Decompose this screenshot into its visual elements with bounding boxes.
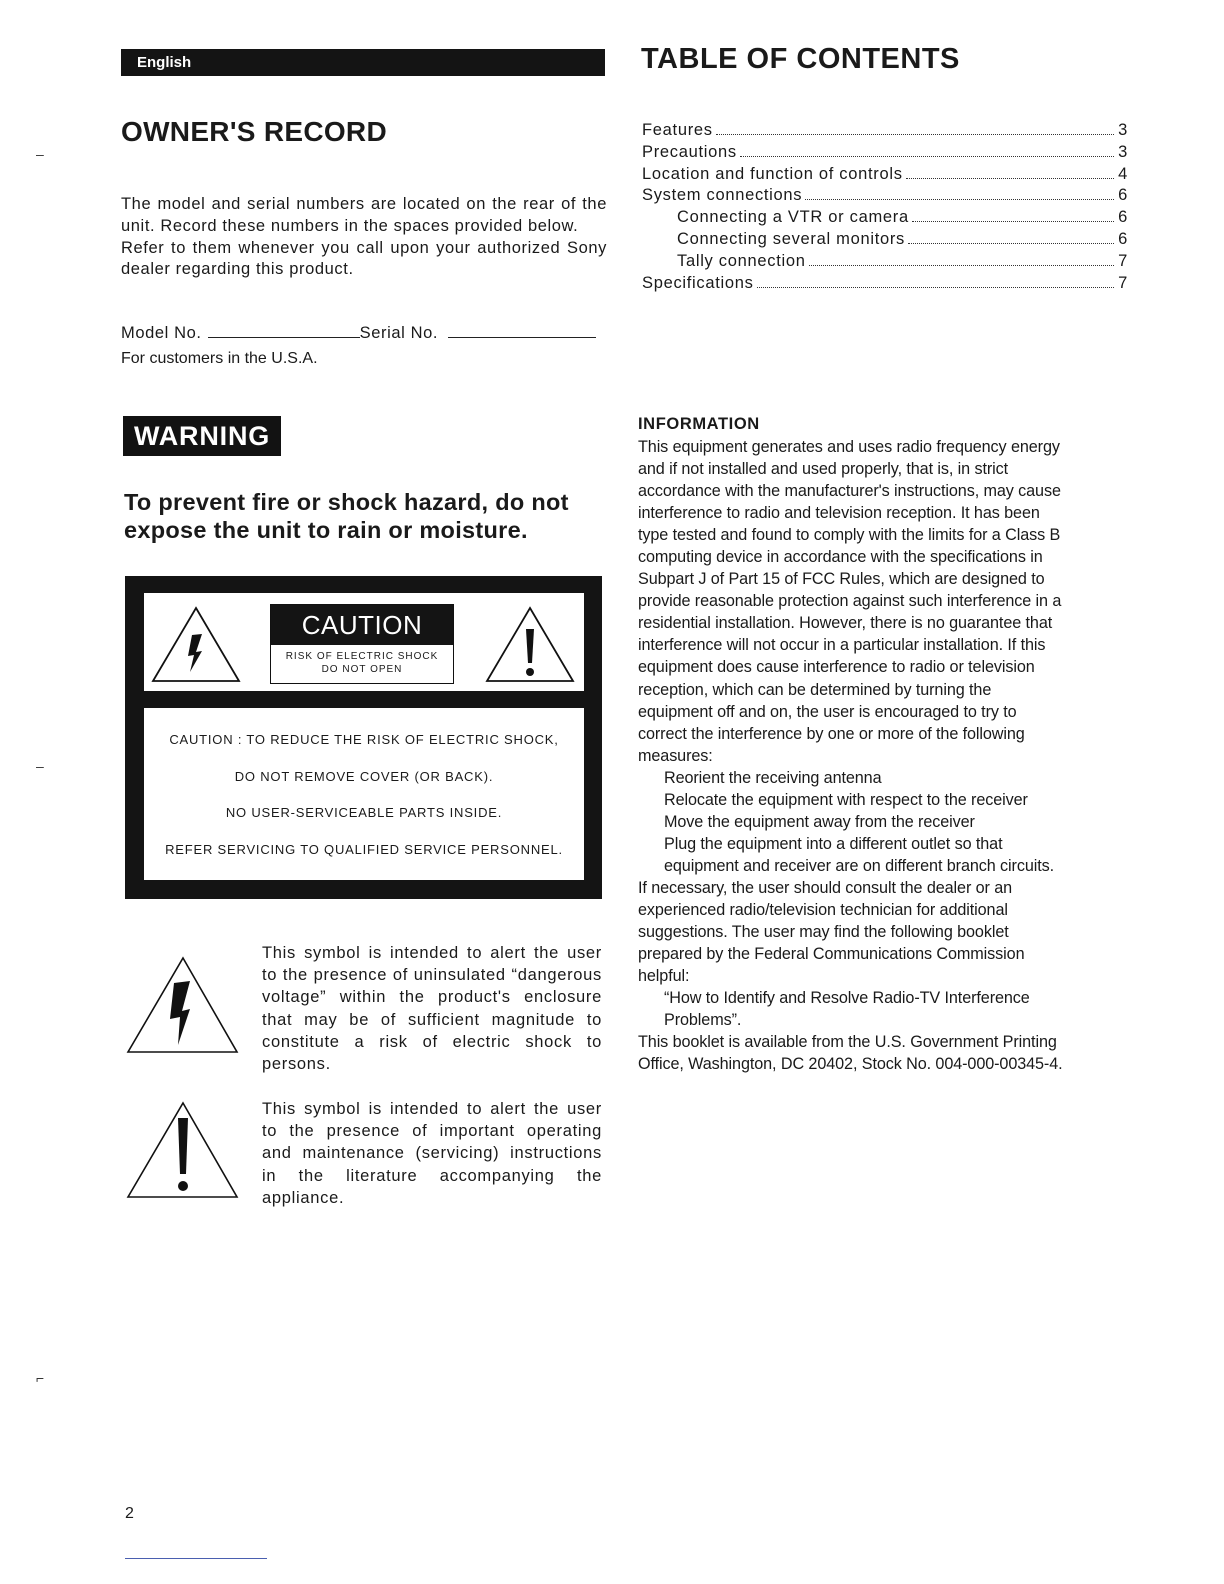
- caution-line: DO NOT REMOVE COVER (OR BACK).: [234, 768, 494, 784]
- toc-entry-page: 6: [1118, 229, 1128, 248]
- model-label: Model No.: [121, 324, 202, 342]
- exclamation-warning-icon: [484, 605, 576, 685]
- footer-rule: [125, 1558, 267, 1559]
- toc-entry-page: 6: [1118, 208, 1128, 227]
- information-line: measures:: [638, 746, 713, 765]
- toc-entry: [642, 165, 1128, 187]
- exclamation-symbol-icon: [126, 1100, 240, 1200]
- usa-note: For customers in the U.S.A.: [121, 350, 318, 367]
- information-line: Reorient the receiving antenna: [664, 768, 882, 787]
- information-line: residential installation. However, there is no guarantee that: [638, 614, 1053, 633]
- page-number: 2: [125, 1505, 134, 1522]
- toc-entry-label: Specifications: [642, 273, 754, 292]
- caution-sub-2: DO NOT OPEN: [321, 664, 403, 675]
- toc-leader-dots: [757, 287, 1114, 288]
- information-line: prepared by the Federal Communications Commission: [638, 945, 1025, 964]
- language-tab: [121, 49, 605, 76]
- information-line: type tested and found to comply with the limits for a Class B: [638, 526, 1061, 545]
- owners-record-paragraph-2: Refer to them whenever you call upon your authorized Sony dealer regarding this product.: [121, 238, 607, 279]
- owners-record-title: OWNER'S RECORD: [121, 116, 387, 147]
- toc-entry-page: 4: [1118, 164, 1128, 183]
- toc-entry-page: 6: [1118, 186, 1128, 205]
- warning-badge: WARNING: [123, 416, 281, 456]
- toc-leader-dots: [805, 199, 1114, 200]
- information-line: helpful:: [638, 967, 690, 986]
- information-line: equipment and receiver are on different branch circuits.: [664, 856, 1055, 875]
- model-serial-line: [121, 324, 596, 343]
- information-line: Relocate the equipment with respect to the receiver: [664, 790, 1028, 809]
- warning-text: To prevent fire or shock hazard, do not expose the unit to rain or moisture.: [124, 489, 569, 543]
- toc-entry-page: 3: [1118, 142, 1128, 161]
- information-line: experienced radio/television technician for additional: [638, 900, 1008, 919]
- lightning-symbol-text: This symbol is intended to alert the user to the presence of uninsulated “dangerous voltage” within the product's enclosure that may be of sufficient magnitude to constitute a risk of electric shock to persons.: [262, 944, 602, 1074]
- information-line: Move the equipment away from the receiver: [664, 812, 975, 831]
- caution-label-bottom-panel: [144, 708, 584, 880]
- toc-entry-label: Location and function of controls: [642, 164, 903, 183]
- toc-leader-dots: [809, 265, 1114, 266]
- information-line: interference to radio and television reception. It has been: [638, 504, 1040, 523]
- caution-heading: CAUTION: [271, 605, 453, 645]
- toc-entry: [642, 252, 1128, 274]
- toc-entry-label: Connecting several monitors: [677, 229, 906, 248]
- caution-sub-1: RISK OF ELECTRIC SHOCK: [285, 651, 439, 662]
- information-line: Office, Washington, DC 20402, Stock No. 004-000-00345-4.: [638, 1055, 1063, 1074]
- information-line: interference will not occur in a particular installation. If this: [638, 636, 1046, 655]
- toc-leader-dots: [906, 178, 1114, 179]
- toc-leader-dots: [908, 243, 1114, 244]
- lightning-symbol-icon: [126, 955, 240, 1055]
- toc-entry: [642, 208, 1128, 230]
- exclamation-symbol-text: This symbol is intended to alert the user to the presence of important operating and maintenance (servicing) instructions in the literature accompanying the appliance.: [262, 1100, 602, 1207]
- lightning-warning-icon: [150, 605, 242, 685]
- toc-entry: [642, 230, 1128, 252]
- toc-entry-page: 3: [1118, 121, 1128, 139]
- toc-entry: [642, 274, 1128, 296]
- caution-label: [125, 576, 602, 899]
- toc-entry-label: Tally connection: [677, 251, 806, 270]
- toc-title: TABLE OF CONTENTS: [641, 43, 960, 75]
- caution-line: NO USER-SERVICEABLE PARTS INSIDE.: [225, 805, 503, 820]
- information-line: Problems”.: [664, 1011, 742, 1030]
- information-line: suggestions. The user may find the following booklet: [638, 923, 1009, 942]
- owners-record-paragraph-1: The model and serial numbers are located on the rear of the unit. Record these numbers in the spaces provided below.: [121, 195, 607, 235]
- edge-mark: ‒: [36, 758, 44, 774]
- caution-line: REFER SERVICING TO QUALIFIED SERVICE PERSONNEL.: [165, 841, 563, 857]
- edge-mark: ‒: [36, 146, 44, 162]
- serial-number-blank: [448, 336, 596, 338]
- caution-line: CAUTION : TO REDUCE THE RISK OF ELECTRIC SHOCK,: [169, 732, 559, 747]
- information-text: [638, 436, 1120, 1075]
- information-line: equipment off and on, the user is encouraged to try to: [638, 702, 1017, 721]
- toc-entry-page: 7: [1118, 251, 1128, 270]
- toc-leader-dots: [912, 221, 1114, 222]
- information-line: This booklet is available from the U.S. Government Printing: [638, 1033, 1057, 1052]
- information-title: INFORMATION: [638, 415, 760, 433]
- caution-lines: [144, 732, 584, 878]
- information-line: Plug the equipment into a different outlet so that: [664, 834, 1003, 853]
- toc-entry-page: 7: [1118, 273, 1128, 292]
- toc-list: [642, 121, 1128, 295]
- language-label: English: [137, 54, 192, 71]
- information-line: computing device in accordance with the specifications in: [638, 548, 1043, 567]
- toc-entry: [642, 121, 1128, 143]
- information-line: “How to Identify and Resolve Radio-TV Interference: [664, 989, 1030, 1008]
- information-line: and if not installed and used properly, that is, in strict: [638, 460, 1009, 479]
- owners-record-text: [121, 194, 607, 281]
- information-line: Subpart J of Part 15 of FCC Rules, which are designed to: [638, 570, 1045, 589]
- toc-leader-dots: [716, 134, 1114, 135]
- toc-entry-label: System connections: [642, 186, 803, 205]
- edge-mark: ⌐: [36, 1370, 45, 1386]
- caution-label-top-panel: [144, 593, 584, 691]
- information-line: equipment does cause interference to radio or television: [638, 658, 1035, 677]
- toc-entry-label: Connecting a VTR or camera: [677, 208, 909, 227]
- caution-box: [270, 604, 454, 684]
- information-line: reception, which can be determined by turning the: [638, 680, 992, 699]
- information-line: accordance with the manufacturer's instructions, may cause: [638, 482, 1061, 501]
- model-number-blank: [208, 336, 360, 338]
- toc-entry: [642, 186, 1128, 208]
- toc-entry-label: Precautions: [642, 142, 737, 161]
- information-line: correct the interference by one or more of the following: [638, 724, 1025, 743]
- toc-entry-label: Features: [642, 121, 713, 139]
- information-line: provide reasonable protection against such interference in a: [638, 592, 1062, 611]
- toc-leader-dots: [740, 156, 1114, 157]
- serial-label: Serial No.: [359, 324, 439, 342]
- information-line: This equipment generates and uses radio frequency energy: [638, 438, 1060, 456]
- information-line: If necessary, the user should consult the dealer or an: [638, 878, 1013, 897]
- toc-entry: [642, 143, 1128, 165]
